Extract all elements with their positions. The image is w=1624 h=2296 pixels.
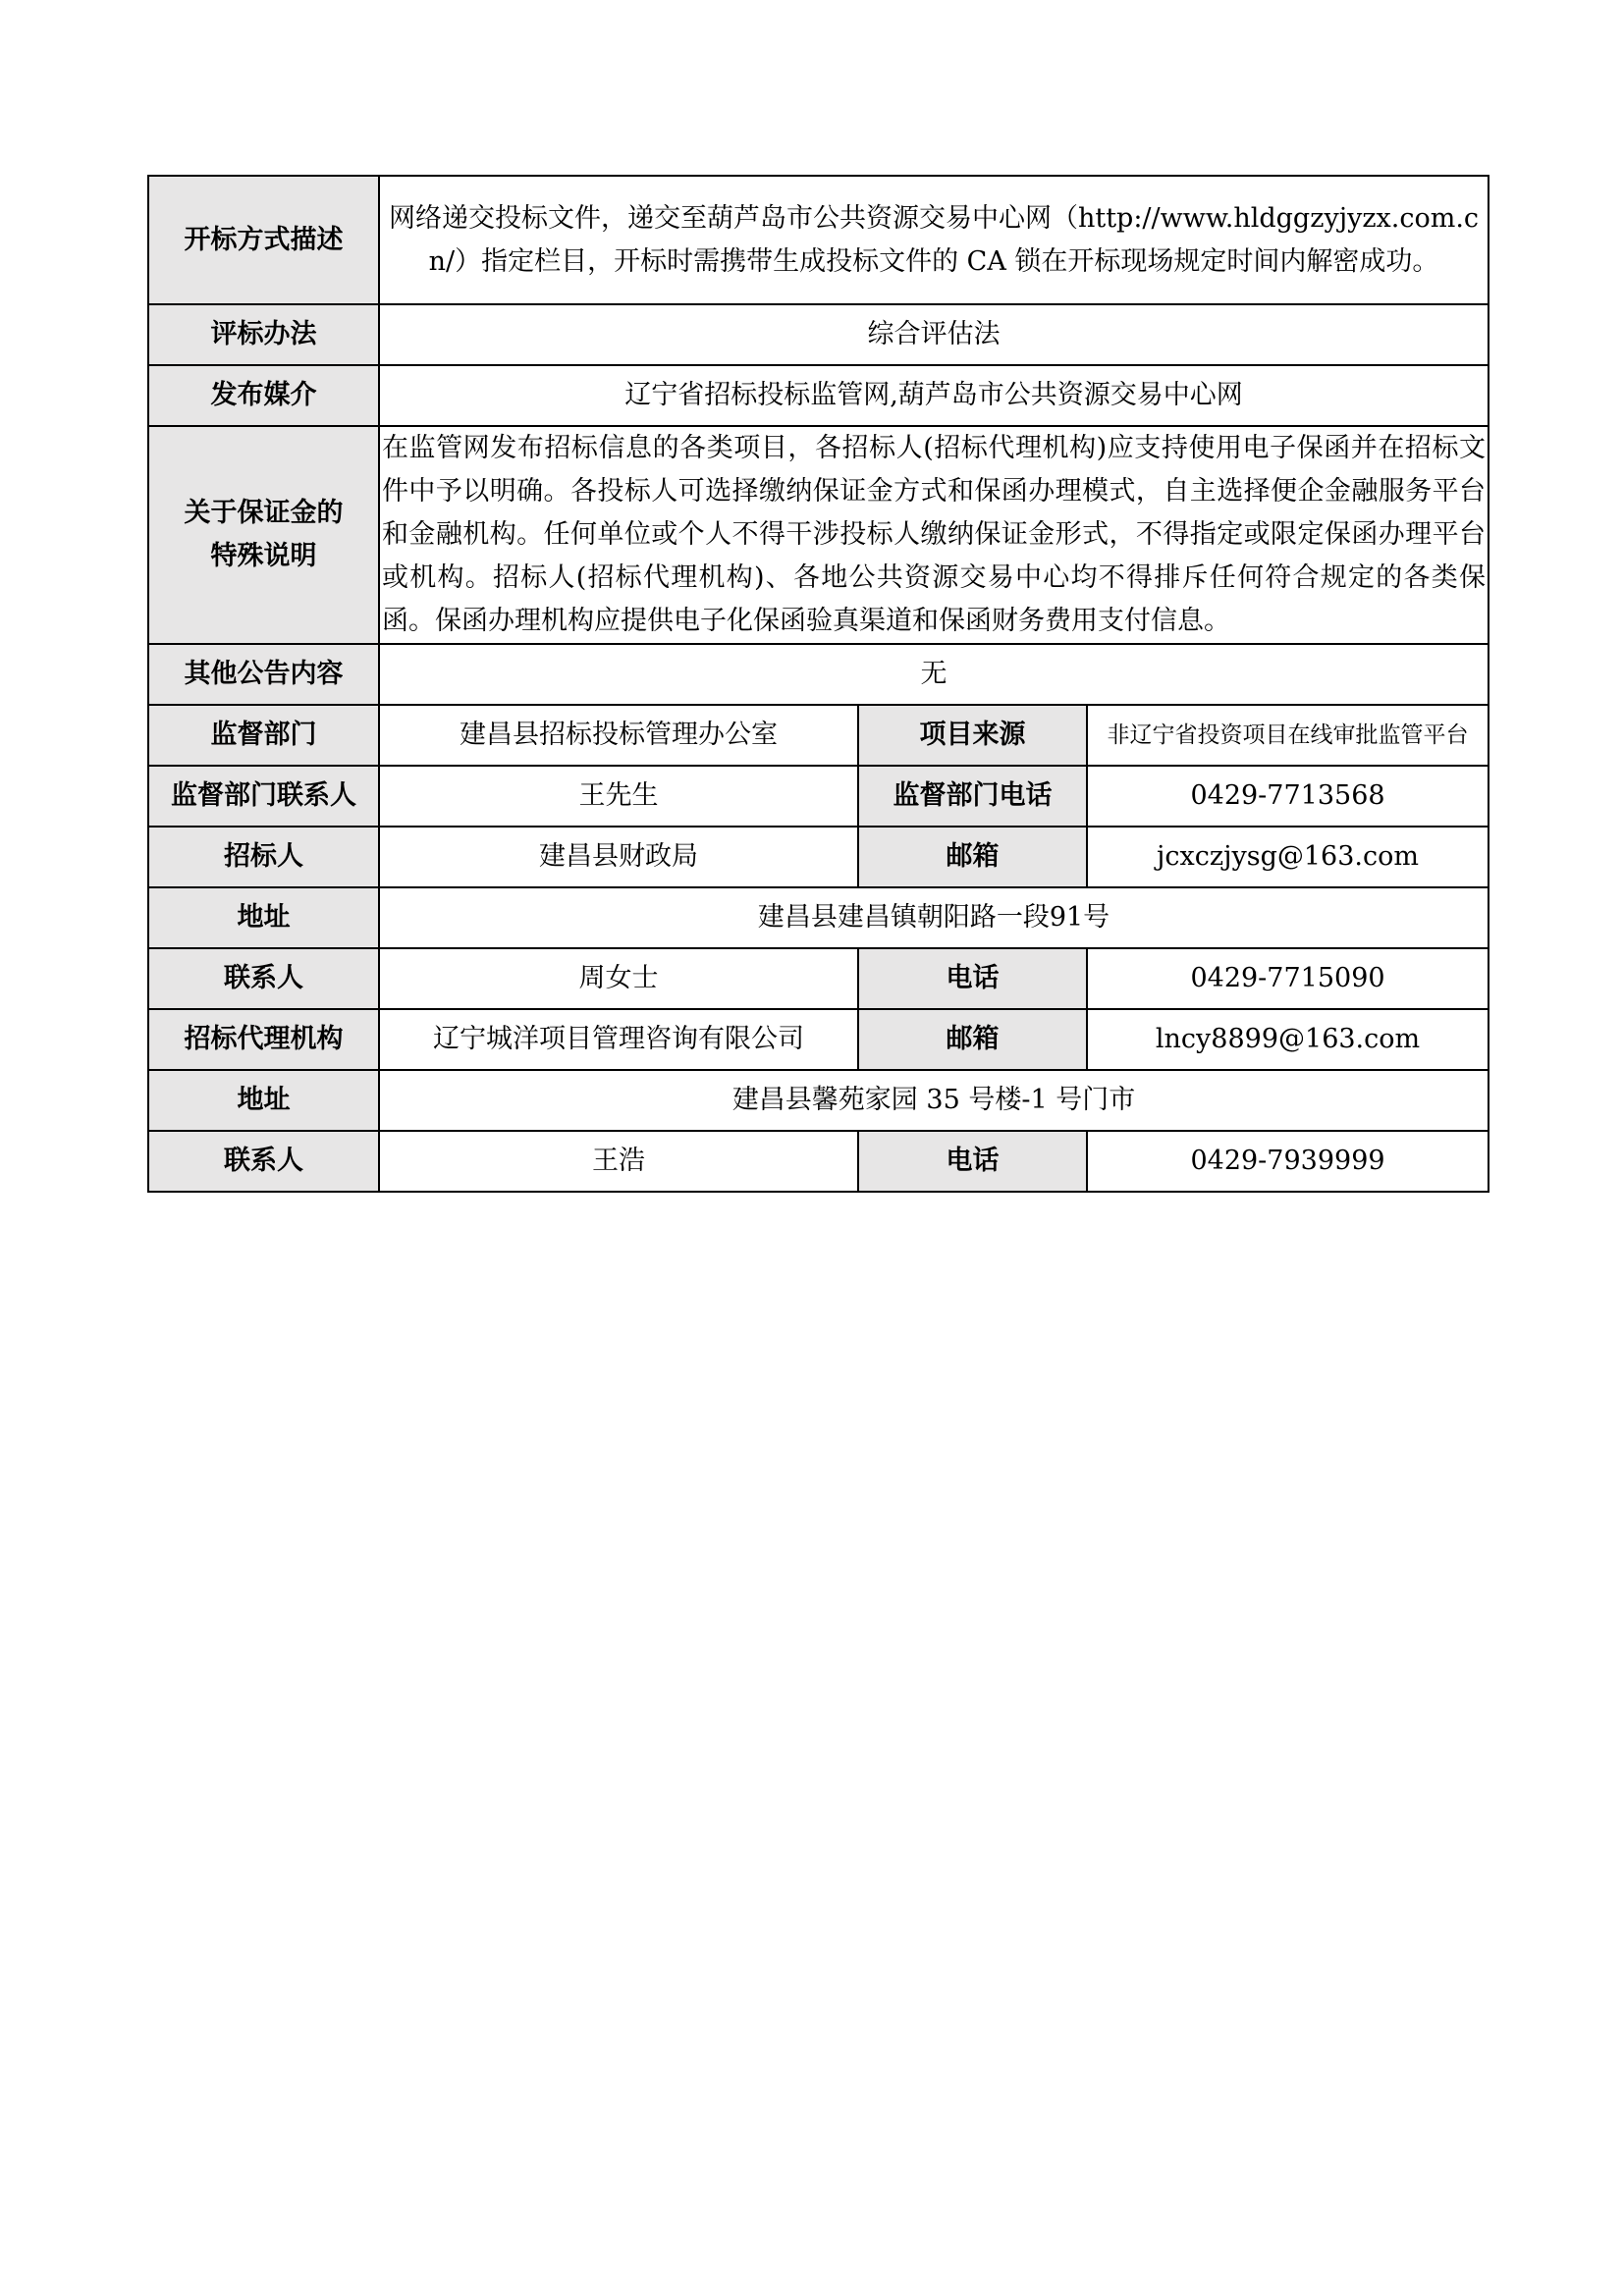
- opening-method-label: 开标方式描述: [148, 176, 379, 304]
- supervision-value: 建昌县招标投标管理办公室: [379, 705, 858, 766]
- tenderer-email-label: 邮箱: [858, 827, 1087, 887]
- deposit-note-label-line2: 特殊说明: [210, 541, 317, 571]
- opening-method-value: 网络递交投标文件，递交至葫芦岛市公共资源交易中心网（http://www.hldggzyjyzx.com.cn/）指定栏目，开标时需携带生成投标文件的 CA 锁在开标现场规定时间内解密成功。: [379, 176, 1489, 304]
- document-page: [147, 175, 1488, 1193]
- table-row: [148, 1009, 1489, 1070]
- media-value: 辽宁省招标投标监管网,葫芦岛市公共资源交易中心网: [379, 365, 1489, 426]
- agency-address-label: 地址: [148, 1070, 379, 1131]
- tenderer-address-label: 地址: [148, 887, 379, 948]
- supervision-contact-label: 监督部门联系人: [148, 766, 379, 827]
- other-content-label: 其他公告内容: [148, 644, 379, 705]
- tender-info-table: [147, 175, 1489, 1193]
- tenderer-email-value: jcxczjysg@163.com: [1087, 827, 1489, 887]
- agency-label: 招标代理机构: [148, 1009, 379, 1070]
- tenderer-phone-value: 0429-7715090: [1087, 948, 1489, 1009]
- tenderer-contact-label: 联系人: [148, 948, 379, 1009]
- evaluation-method-value: 综合评估法: [379, 304, 1489, 365]
- table-row: [148, 948, 1489, 1009]
- table-row: [148, 705, 1489, 766]
- deposit-note-label-line1: 关于保证金的: [184, 498, 344, 528]
- supervision-contact-value: 王先生: [379, 766, 858, 827]
- evaluation-method-label: 评标办法: [148, 304, 379, 365]
- table-row: [148, 766, 1489, 827]
- table-row: [148, 887, 1489, 948]
- table-row: [148, 1070, 1489, 1131]
- project-source-value: 非辽宁省投资项目在线审批监管平台: [1087, 705, 1489, 766]
- supervision-phone-value: 0429-7713568: [1087, 766, 1489, 827]
- media-label: 发布媒介: [148, 365, 379, 426]
- tenderer-value: 建昌县财政局: [379, 827, 858, 887]
- agency-email-label: 邮箱: [858, 1009, 1087, 1070]
- agency-email-value: lncy8899@163.com: [1087, 1009, 1489, 1070]
- agency-contact-label: 联系人: [148, 1131, 379, 1192]
- table-row: [148, 176, 1489, 304]
- table-row: [148, 426, 1489, 644]
- agency-phone-label: 电话: [858, 1131, 1087, 1192]
- tenderer-contact-value: 周女士: [379, 948, 858, 1009]
- project-source-label: 项目来源: [858, 705, 1087, 766]
- other-content-value: 无: [379, 644, 1489, 705]
- deposit-note-value: 在监管网发布招标信息的各类项目，各招标人(招标代理机构)应支持使用电子保函并在招标文件中予以明确。各投标人可选择缴纳保证金方式和保函办理模式，自主选择便企金融服务平台和金融机构。任何单位或个人不得干涉投标人缴纳保证金形式，不得指定或限定保函办理平台或机构。招标人(招标代理机构)、各地公共资源交易中心均不得排斥任何符合规定的各类保函。保函办理机构应提供电子化保函验真渠道和保函财务费用支付信息。: [379, 426, 1489, 644]
- tenderer-phone-label: 电话: [858, 948, 1087, 1009]
- table-row: [148, 827, 1489, 887]
- tenderer-label: 招标人: [148, 827, 379, 887]
- agency-value: 辽宁城洋项目管理咨询有限公司: [379, 1009, 858, 1070]
- agency-contact-value: 王浩: [379, 1131, 858, 1192]
- table-row: [148, 644, 1489, 705]
- deposit-note-label: [148, 426, 379, 644]
- supervision-label: 监督部门: [148, 705, 379, 766]
- agency-address-value: 建昌县馨苑家园 35 号楼-1 号门市: [379, 1070, 1489, 1131]
- table-row: [148, 365, 1489, 426]
- table-row: [148, 304, 1489, 365]
- table-row: [148, 1131, 1489, 1192]
- tenderer-address-value: 建昌县建昌镇朝阳路一段91号: [379, 887, 1489, 948]
- agency-phone-value: 0429-7939999: [1087, 1131, 1489, 1192]
- supervision-phone-label: 监督部门电话: [858, 766, 1087, 827]
